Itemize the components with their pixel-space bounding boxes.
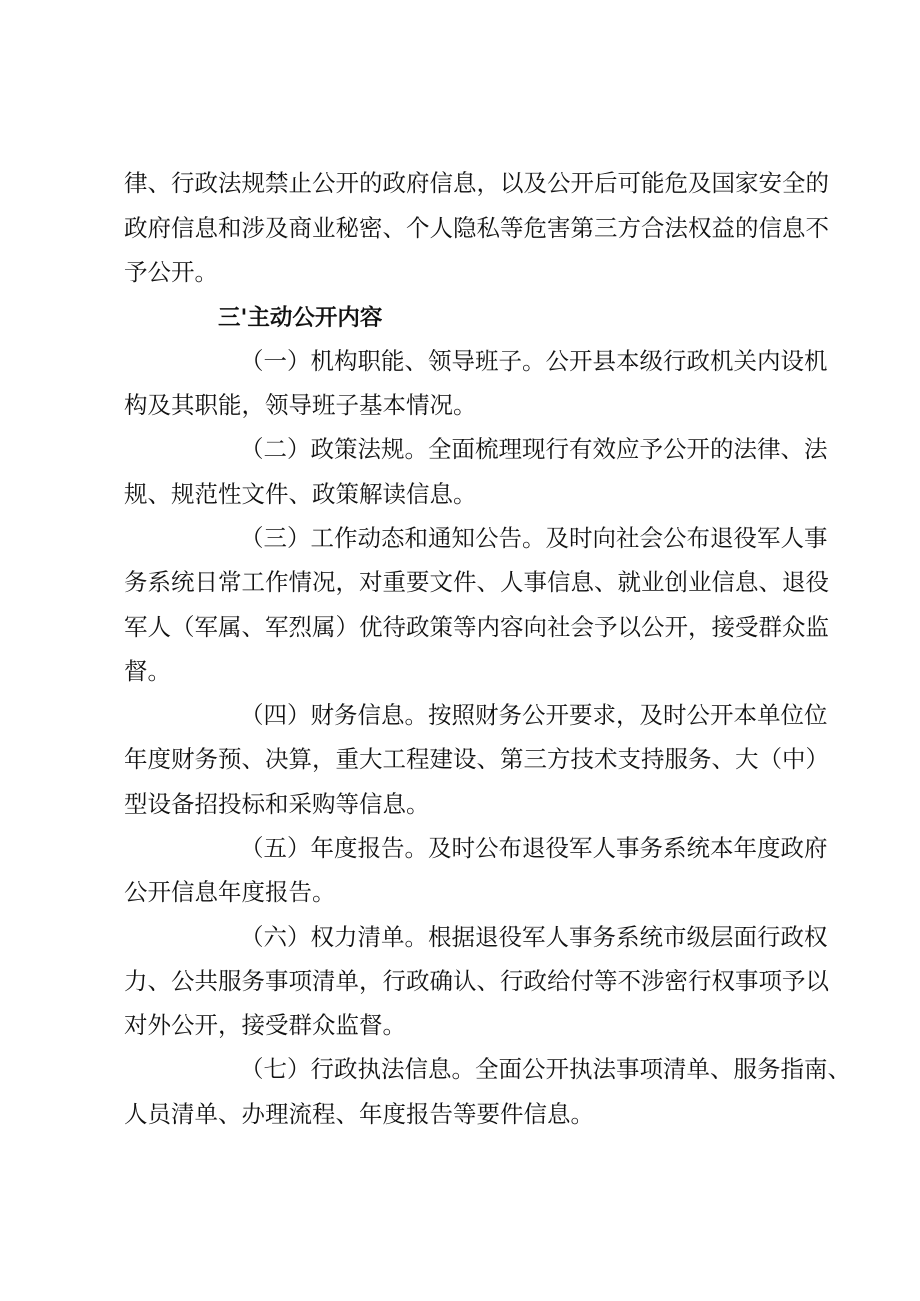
text-line: 政府信息和涉及商业秘密、个人隐私等危害第三方合法权益的信息不: [124, 214, 829, 242]
text-line: （二）政策法规。全面梳理现行有效应予公开的法律、法: [240, 435, 828, 463]
text-line: 人员清单、办理流程、年度报告等要件信息。: [124, 1100, 594, 1128]
text-line: （七）行政执法信息。全面公开执法事项清单、服务指南、: [240, 1055, 851, 1083]
text-line: 务系统日常工作情况，对重要文件、人事信息、就业创业信息、退役: [124, 568, 829, 596]
text-line: 对外公开，接受群众监督。: [124, 1011, 406, 1039]
text-line: 规、规范性文件、政策解读信息。: [124, 480, 477, 508]
text-line: 力、公共服务事项清单，行政确认、行政给付等不涉密行权事项予以: [124, 967, 829, 995]
text-line: （六）权力清单。根据退役军人事务系统市级层面行政权: [240, 923, 828, 951]
text-line: （三）工作动态和通知公告。及时向社会公布退役军人事: [240, 524, 828, 552]
text-line: 督。: [124, 657, 171, 685]
text-line: （一）机构职能、领导班子。公开县本级行政机关内设机: [240, 347, 828, 375]
section-heading: 三'主动公开内容: [218, 305, 383, 331]
text-line: （四）财务信息。按照财务公开要求，及时公开本单位位: [240, 701, 828, 729]
text-line: 予公开。: [124, 258, 218, 286]
text-line: 构及其职能，领导班子基本情况。: [124, 391, 477, 419]
text-line: 军人（军属、军烈属）优待政策等内容向社会予以公开，接受群众监: [124, 613, 829, 641]
text-line: 公开信息年度报告。: [124, 878, 336, 906]
text-line: 律、行政法规禁止公开的政府信息，以及公开后可能危及国家安全的: [124, 169, 829, 197]
text-line: 型设备招投标和采购等信息。: [124, 790, 430, 818]
text-line: 年度财务预、决算，重大工程建设、第三方技术支持服务、大（中）: [124, 745, 829, 773]
text-line: （五）年度报告。及时公布退役军人事务系统本年度政府: [240, 834, 828, 862]
